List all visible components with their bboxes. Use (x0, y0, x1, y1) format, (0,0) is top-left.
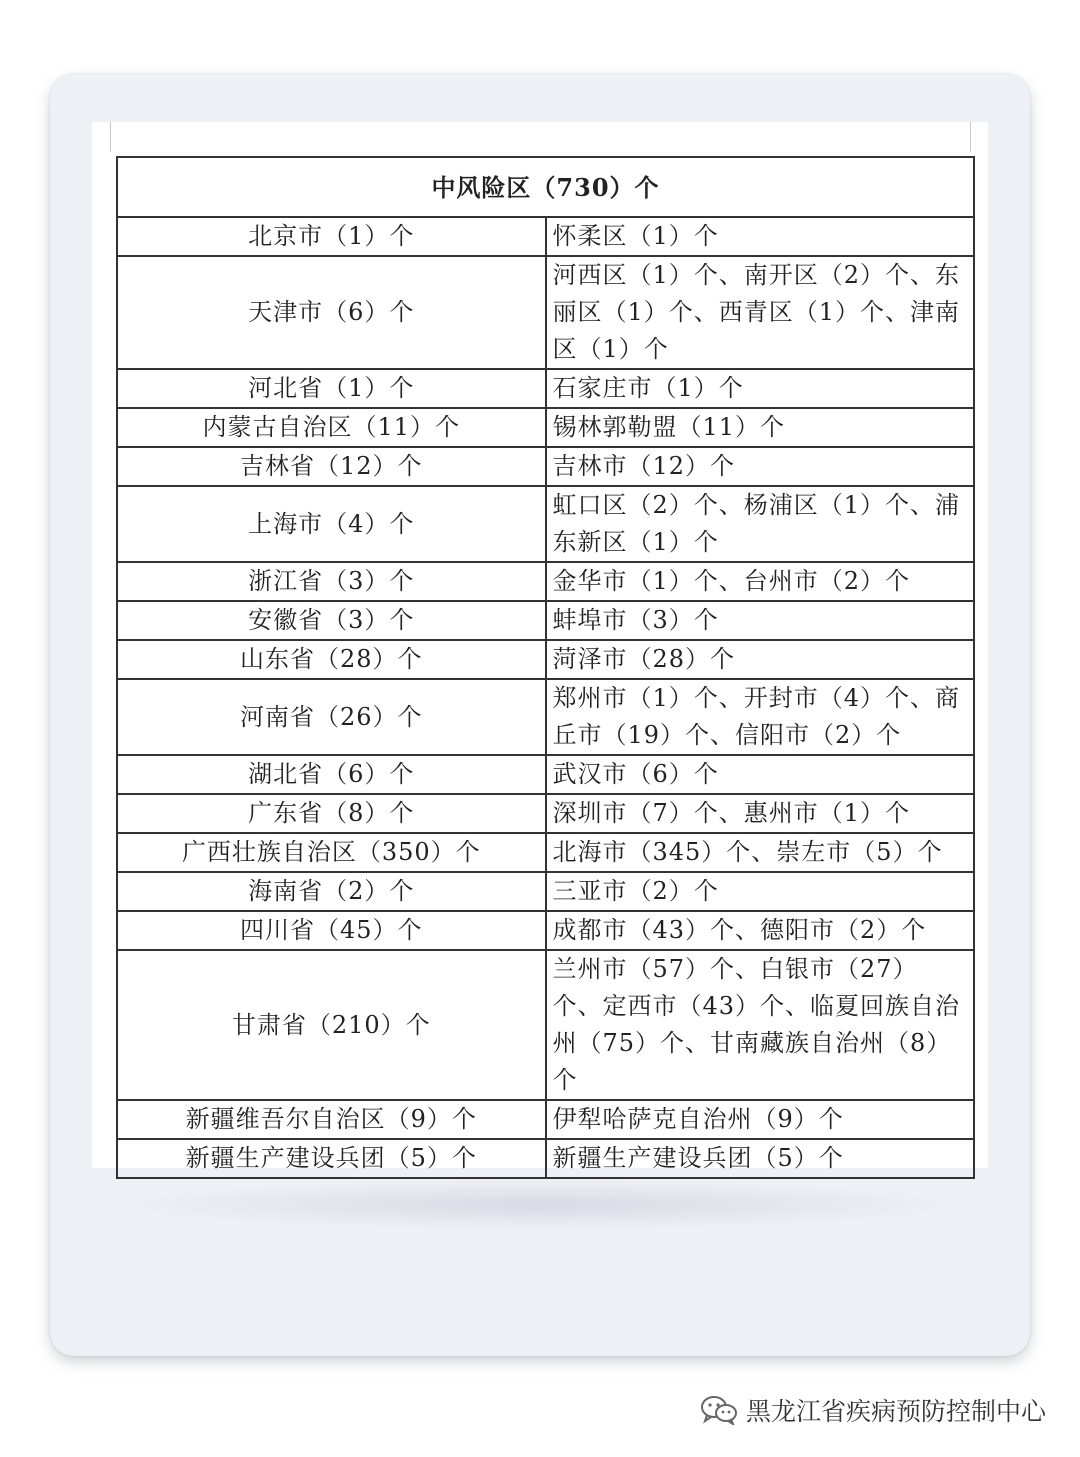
source-watermark (700, 1392, 1046, 1428)
areas-cell: 成都市（43）个、德阳市（2）个 (546, 911, 975, 950)
province-cell: 广西壮族自治区（350）个 (117, 833, 546, 872)
table-row (117, 486, 974, 562)
province-cell: 河北省（1）个 (117, 369, 546, 408)
source-name: 黑龙江省疾病预防控制中心 (745, 1397, 1046, 1426)
province-cell: 安徽省（3）个 (117, 601, 546, 640)
province-cell: 上海市（4）个 (117, 486, 546, 562)
areas-cell: 金华市（1）个、台州市（2）个 (546, 562, 975, 601)
table-row (117, 408, 974, 447)
province-cell: 广东省（8）个 (117, 794, 546, 833)
province-cell: 吉林省（12）个 (117, 447, 546, 486)
table-row (117, 640, 974, 679)
areas-cell: 三亚市（2）个 (546, 872, 975, 911)
areas-cell: 怀柔区（1）个 (546, 217, 975, 256)
areas-cell: 伊犁哈萨克自治州（9）个 (546, 1100, 975, 1139)
areas-cell: 北海市（345）个、崇左市（5）个 (546, 833, 975, 872)
card-shadow (110, 1180, 970, 1230)
areas-cell: 蚌埠市（3）个 (546, 601, 975, 640)
province-cell: 河南省（26）个 (117, 679, 546, 755)
areas-cell: 新疆生产建设兵团（5）个 (546, 1139, 975, 1178)
table-row (117, 911, 974, 950)
table-row (117, 1139, 974, 1178)
table-row (117, 755, 974, 794)
province-cell: 四川省（45）个 (117, 911, 546, 950)
table-row (117, 833, 974, 872)
province-cell: 北京市（1）个 (117, 217, 546, 256)
province-cell: 湖北省（6）个 (117, 755, 546, 794)
table-row (117, 950, 974, 1100)
table-row (117, 562, 974, 601)
province-cell: 甘肃省（210）个 (117, 950, 546, 1100)
table-row (117, 601, 974, 640)
province-cell: 山东省（28）个 (117, 640, 546, 679)
province-cell: 内蒙古自治区（11）个 (117, 408, 546, 447)
table-row (117, 872, 974, 911)
risk-area-table (116, 156, 975, 1179)
crop-mark-right (970, 122, 971, 152)
table-row (117, 369, 974, 408)
areas-cell: 虹口区（2）个、杨浦区（1）个、浦东新区（1）个 (546, 486, 975, 562)
table-header-row (117, 157, 974, 217)
areas-cell: 菏泽市（28）个 (546, 640, 975, 679)
areas-cell: 锡林郭勒盟（11）个 (546, 408, 975, 447)
table-row (117, 794, 974, 833)
areas-cell: 石家庄市（1）个 (546, 369, 975, 408)
table-row (117, 679, 974, 755)
document-sheet (92, 122, 988, 1172)
crop-mark-left (110, 122, 111, 152)
wechat-icon (700, 1395, 738, 1425)
province-cell: 海南省（2）个 (117, 872, 546, 911)
areas-cell: 吉林市（12）个 (546, 447, 975, 486)
table-title: 中风险区（730）个 (117, 157, 974, 217)
areas-cell: 武汉市（6）个 (546, 755, 975, 794)
province-cell: 浙江省（3）个 (117, 562, 546, 601)
province-cell: 新疆生产建设兵团（5）个 (117, 1139, 546, 1178)
table-row (117, 1100, 974, 1139)
areas-cell: 深圳市（7）个、惠州市（1）个 (546, 794, 975, 833)
table-row (117, 447, 974, 486)
table-row (117, 256, 974, 369)
province-cell: 新疆维吾尔自治区（9）个 (117, 1100, 546, 1139)
areas-cell: 兰州市（57）个、白银市（27）个、定西市（43）个、临夏回族自治州（75）个、甘南藏族自治州（8）个 (546, 950, 975, 1100)
table-row (117, 217, 974, 256)
province-cell: 天津市（6）个 (117, 256, 546, 369)
areas-cell: 河西区（1）个、南开区（2）个、东丽区（1）个、西青区（1）个、津南区（1）个 (546, 256, 975, 369)
areas-cell: 郑州市（1）个、开封市（4）个、商丘市（19）个、信阳市（2）个 (546, 679, 975, 755)
